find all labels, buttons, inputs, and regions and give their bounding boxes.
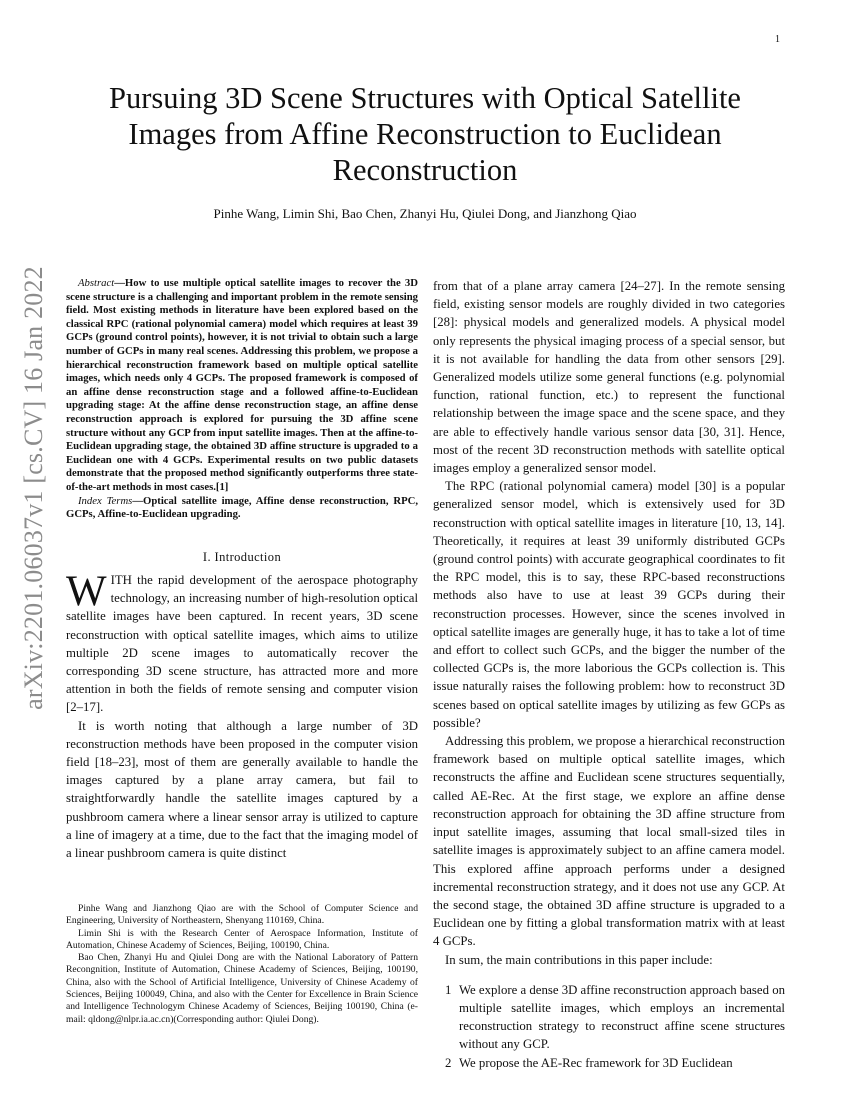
arxiv-stamp	[10, 265, 58, 710]
list-item-text: We propose the AE-Rec framework for 3D Euclidean	[459, 1055, 733, 1070]
page-number: 1	[775, 34, 780, 45]
list-item	[433, 1054, 785, 1072]
footnote: Pinhe Wang and Jianzhong Qiao are with the School of Computer Science and Engineering, University of Northeastern, Shenyang 110169, China.	[66, 903, 418, 927]
title-line: Images from Affine Reconstruction to Euclidean	[128, 117, 722, 151]
body-paragraph: In sum, the main contributions in this paper include:	[445, 952, 713, 967]
body-paragraph: Addressing this problem, we propose a hierarchical reconstruction framework based on multiple optical satellite images, which reconstructs the affine and Euclidean scene structures sequentially, called AE-Rec. At the first stage, we explore an affine dense reconstruction approach for obtaining the 3D affine structure from input satellite images, assuming that local small-sized tiles in satellite images is approximately subject to an affine camera model. This explored affine approach performs under a designed incremental reconstruction strategy, and it does not use any GCP. At the second stage, the obtained 3D affine structure is upgraded to a Euclidean one by fitting a global transformation matrix with at least 4 GCPs.	[433, 734, 785, 949]
list-item-number: 1	[445, 982, 452, 997]
footnotes	[66, 903, 418, 1026]
title-line: Pursuing 3D Scene Structures with Optical Satellite	[109, 81, 741, 115]
section-heading: I. Introduction	[202, 549, 282, 564]
arxiv-stamp-text: arXiv:2201.06037v1 [cs.CV] 16 Jan 2022	[19, 265, 48, 710]
body-paragraph: The RPC (rational polynomial camera) model [30] is a popular generalized sensor model, which is extensively used for 3D reconstruction with optical satellite images in literature [10, 13, 14]. Theoretically, it requires at least 39 uniformly distributed GCPs (ground control points) with accurate geographical coordinates to fit the RPC model, this is to say, these RPC-based reconstructions methods also have to use at least 39 GCPs during their reconstruction processes. However, since the scenes involved in optical satellite images are generally huge, it has to take a lot of time and effort to collect such GCPs, and the bigger the number of the collected GCPs is, the more laborious the GCPs collection is. This issue naturally raises the following problem: how to reconstruct 3D scenes based on optical satellite images by utilizing as few GCPs as possible?	[433, 479, 785, 730]
list-item	[433, 981, 785, 1054]
footnote: Bao Chen, Zhanyi Hu and Qiulei Dong are with the National Laboratory of Pattern Recongnition, Institute of Automation, Chinese Academy of Sciences, Beijing, 100190, China, also with the School of Artificial Intelligence, University of Chinese Academy of Sciences, Beijing 100049, China, and also with the Center for Excellence in Brain Science and Intelligence Technologym Chinese Academy of Sciences, Beijing 100190, China (e-mail: qldong@nlpr.ia.ac.cn)(Corresponding author: Qiulei Dong).	[66, 952, 418, 1025]
list-item-number: 2	[445, 1055, 452, 1070]
right-column	[433, 277, 785, 1072]
index-terms-lead: Index Terms	[78, 494, 133, 507]
abstract	[66, 277, 418, 495]
intro-paragraph-text: ITH the rapid development of the aerospace photography technology, an increasing number of high-resolution optical satellite images have been captured. In recent years, 3D scene reconstruction with optical satellite images, which aims to utilize multiple 2D scene images to automatically recover the corresponding 3D scene structure, has attracted more and more attention in both the fields of remote sensing and computer vision [2–17].	[66, 572, 418, 715]
left-column	[66, 277, 418, 862]
paper-title	[60, 80, 790, 188]
index-terms	[66, 495, 418, 522]
title-line: Reconstruction	[332, 153, 518, 187]
index-terms-text: —Optical satellite image, Affine dense reconstruction, RPC, GCPs, Affine-to-Euclidean upgrading.	[66, 494, 418, 521]
drop-cap: W	[66, 567, 107, 615]
contributions-list	[433, 981, 785, 1072]
author-list: Pinhe Wang, Limin Shi, Bao Chen, Zhanyi Hu, Qiulei Dong, and Jianzhong Qiao	[213, 206, 637, 221]
body-paragraph: It is worth noting that although a large number of 3D reconstruction methods have been proposed in the computer vision field [18–23], most of them are generally available to handle the images captured by a plane array camera, but fail to straightforwardly handle the satellite images captured by a pushbroom camera where a linear sensor array is utilized to capture a line of imagery at a time, due to the fact that the imaging model of a linear pushbroom camera is quite distinct	[66, 718, 418, 860]
abstract-lead: Abstract	[78, 277, 115, 289]
footnote: Limin Shi is with the Research Center of Aerospace Information, Institute of Automation, Chinese Academy of Sciences, Beijing, 100190, China.	[66, 927, 418, 951]
list-item-text: We explore a dense 3D affine reconstruction approach based on multiple satellite images, which employs an incremental reconstruction strategy to reconstruct affine scene structures without any GCP.	[459, 982, 785, 1052]
intro-paragraph	[66, 567, 418, 717]
abstract-text: —How to use multiple optical satellite images to recover the 3D scene structure is a challenging and important problem in the remote sensing field. Most existing methods in literature have been explored based on the classical RPC (rational polynomial camera) model which requires at least 39 GCPs (ground control points), however, it is not trivial to obtain such a large number of GCPs in many real scenes. Addressing this problem, we propose a hierarchical reconstruction framework based on multiple optical satellite images, which needs only 4 GCPs. The proposed framework is composed of an affine dense reconstruction stage and a followed affine-to-Euclidean upgrading stage: At the affine dense reconstruction stage, an affine dense reconstruction approach is explored for pursuing the 3D affine scene structure without any GCP from input satellite images. Then at the affine-to-Euclidean upgrading stage, the obtained 3D affine structure is upgraded to a Euclidean one with 4 GCPs. Experimental results on two public datasets demonstrate that the proposed method significantly outperforms three state-of-the-art methods in most cases.[1]	[66, 277, 418, 493]
body-paragraph: from that of a plane array camera [24–27]. In the remote sensing field, existing sensor models are roughly divided in two categories [28]: physical models and generalized models. A physical model only represents the physical imaging process of a special sensor, but it is not available for handling the data from other sensors [29]. Generalized models utilize some general functions (e.g. polynomial function, rational function, etc.) to represent the functional relationship between the image space and the scene space, and they are able to effectively handle various sensor data [30, 31]. Hence, most of the recent 3D reconstruction methods with satellite optical images employ a generalized sensor model.	[433, 279, 785, 476]
